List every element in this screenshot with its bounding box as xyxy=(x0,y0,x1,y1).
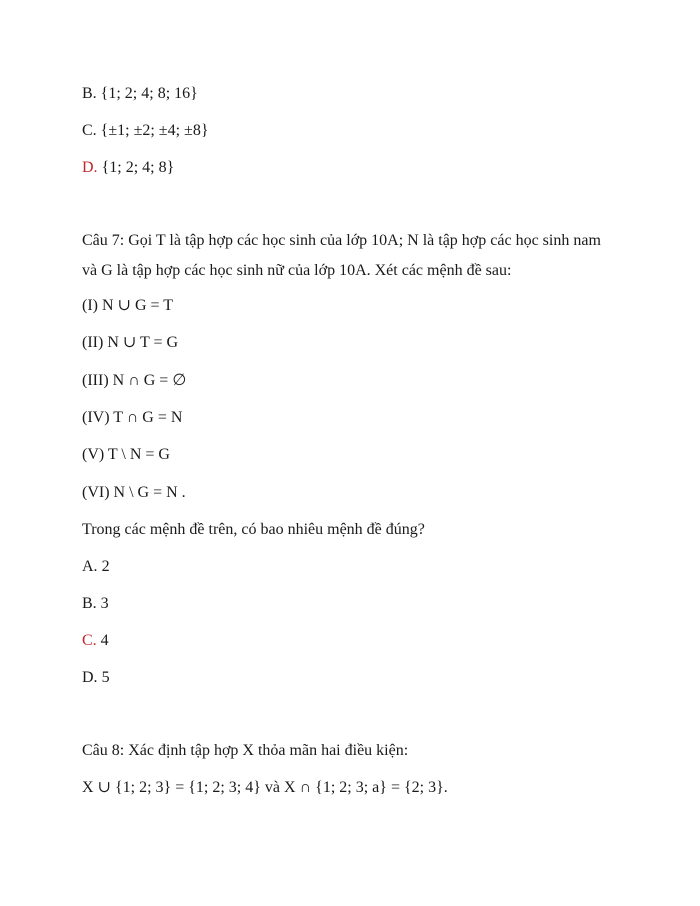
q7-option-a xyxy=(82,557,110,577)
q6-option-c-text: {±1; ±2; ±4; ±8} xyxy=(96,122,209,139)
q7-option-c-letter: C. xyxy=(82,632,97,649)
q7-stem-line1: Câu 7: Gọi T là tập hợp các học sinh của lớp 10A; N là tập hợp các học sinh nam xyxy=(82,232,601,249)
q7-option-c-text: 4 xyxy=(96,632,109,649)
q7-option-b-letter: B. xyxy=(82,595,97,612)
q6-option-b-letter: B. xyxy=(82,85,97,102)
q7-statement-1: (I) N ∪ G = T xyxy=(82,297,174,314)
q6-option-b xyxy=(82,84,198,104)
q6-option-c-letter: C. xyxy=(82,122,97,139)
q7-option-b xyxy=(82,594,109,614)
q7-statement-4: (IV) T ∩ G = N xyxy=(82,409,183,426)
q8-condition: X ∪ {1; 2; 3} = {1; 2; 3; 4} và X ∩ {1; 2; 3; a} = {2; 3}. xyxy=(82,779,448,796)
q7-statement-2: (II) N ∪ T = G xyxy=(82,334,179,351)
q6-option-d xyxy=(82,158,174,178)
q7-question: Trong các mệnh đề trên, có bao nhiêu mệnh đề đúng? xyxy=(82,521,425,538)
q7-statement-6: (VI) N \ G = N . xyxy=(82,484,186,501)
q7-option-a-text: 2 xyxy=(97,558,110,575)
q6-option-d-letter: D. xyxy=(82,159,98,176)
q7-option-d-text: 5 xyxy=(97,669,110,686)
q7-option-a-letter: A. xyxy=(82,558,98,575)
q6-option-d-text: {1; 2; 4; 8} xyxy=(97,159,175,176)
q7-option-d xyxy=(82,668,110,688)
q7-option-b-text: 3 xyxy=(96,595,109,612)
q6-option-c xyxy=(82,121,209,141)
q6-option-b-text: {1; 2; 4; 8; 16} xyxy=(96,85,198,102)
q8-stem: Câu 8: Xác định tập hợp X thỏa mãn hai điều kiện: xyxy=(82,742,409,759)
q7-option-d-letter: D. xyxy=(82,669,98,686)
q7-option-c xyxy=(82,631,109,651)
q7-statement-5: (V) T \ N = G xyxy=(82,446,170,463)
q7-statement-3: (III) N ∩ G = ∅ xyxy=(82,372,187,389)
q7-stem-line2: và G là tập hợp các học sinh nữ của lớp 10A. Xét các mệnh đề sau: xyxy=(82,262,512,279)
